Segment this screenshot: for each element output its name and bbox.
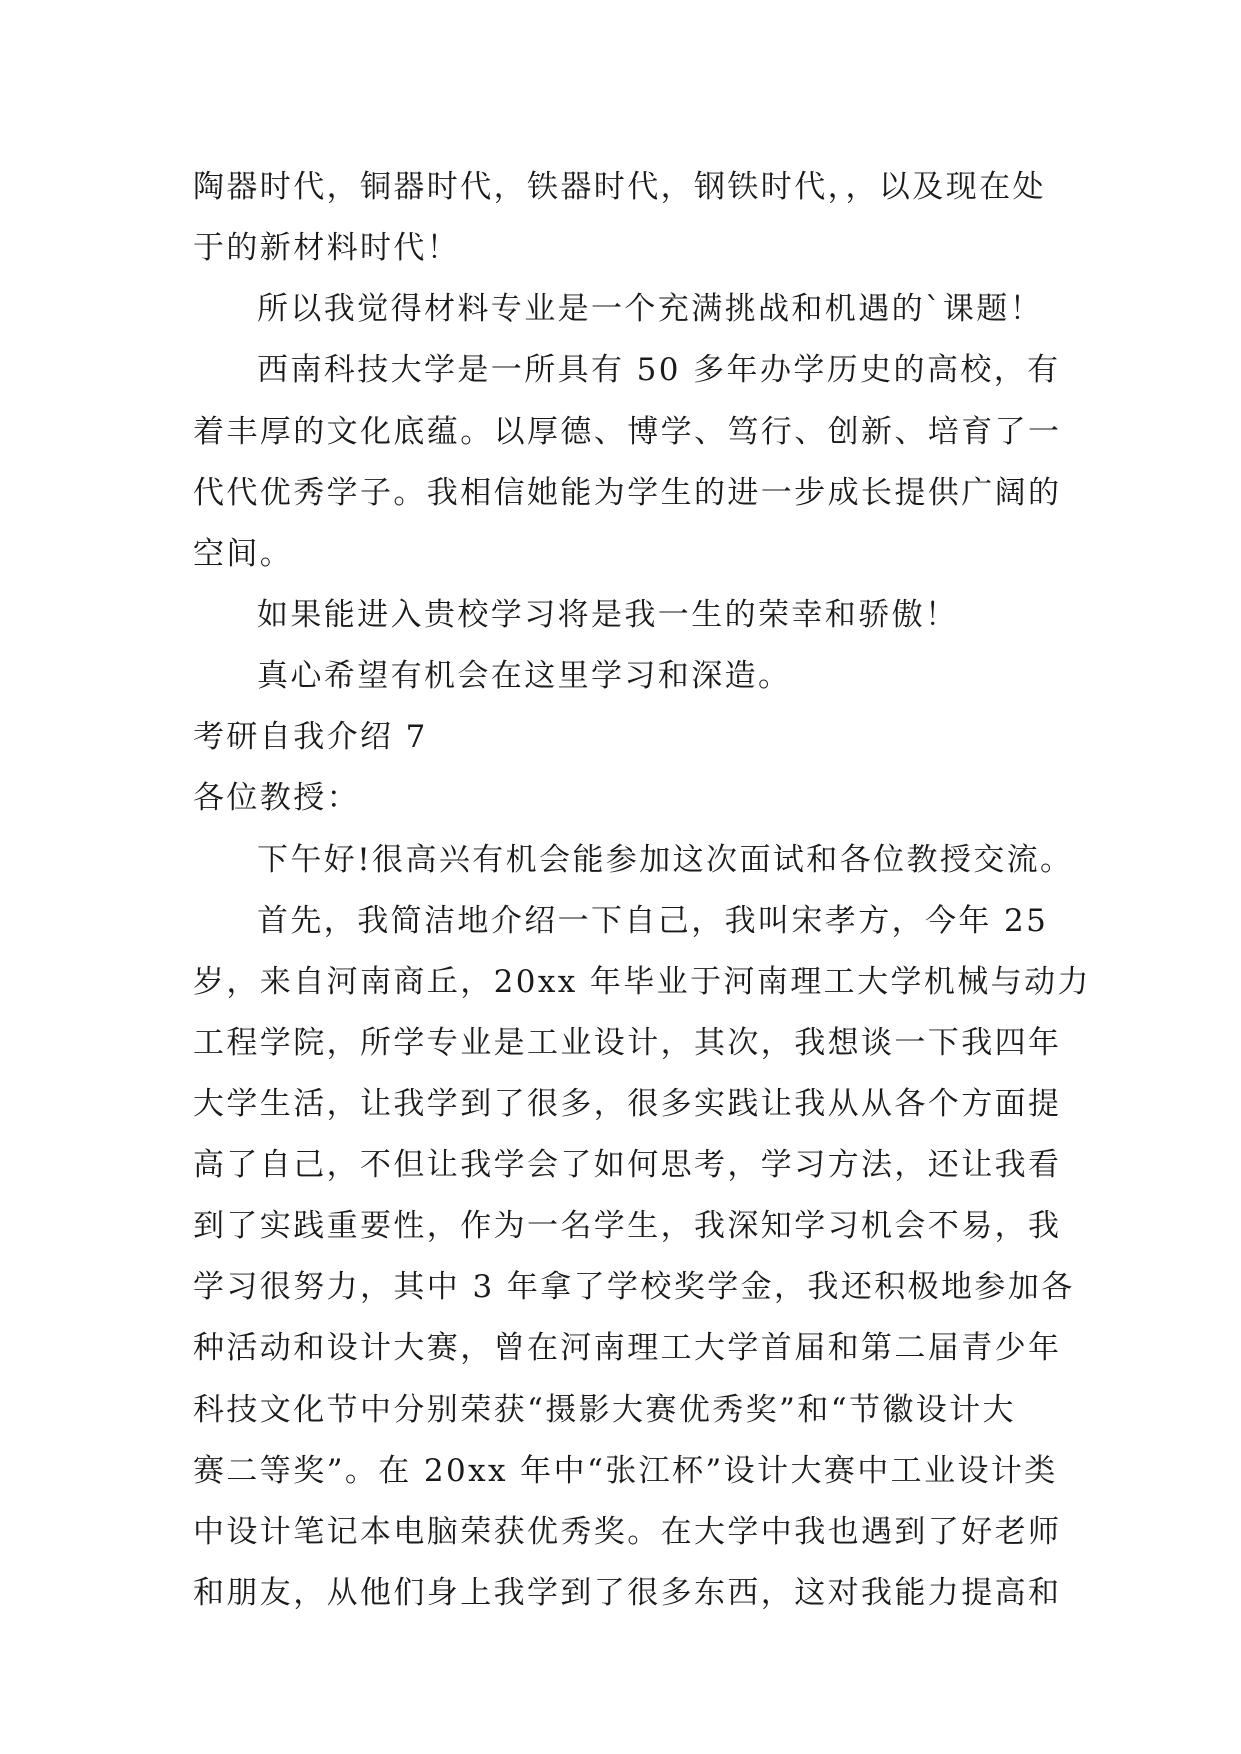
text-line: 种活动和设计大赛，曾在河南理工大学首届和第二届青少年 [193, 1330, 1062, 1366]
text-line: 和朋友，从他们身上我学到了很多东西，这对我能力提高和 [193, 1575, 1062, 1611]
text-line: 下午好!很高兴有机会能参加这次面试和各位教授交流。 [257, 842, 1074, 878]
salutation: 各位教授： [193, 780, 360, 816]
text-line: 所以我觉得材料专业是一个充满挑战和机遇的`课题！ [257, 291, 1044, 327]
text-line: 工程学院，所学专业是工业设计，其次，我想谈一下我四年 [193, 1025, 1062, 1061]
text-line: 赛二等奖”。在 20xx 年中“张江杯”设计大赛中工业设计类 [193, 1453, 1058, 1489]
text-line: 学习很努力，其中 3 年拿了学校奖学金，我还积极地参加各 [193, 1269, 1075, 1305]
section-heading: 考研自我介绍 7 [193, 719, 428, 755]
text-line: 空间。 [193, 536, 294, 572]
text-line: 如果能进入贵校学习将是我一生的荣幸和骄傲！ [257, 597, 959, 633]
text-line: 着丰厚的文化底蕴。以厚德、博学、笃行、创新、培育了一 [193, 414, 1062, 450]
text-line: 高了自己，不但让我学会了如何思考，学习方法，还让我看 [193, 1147, 1062, 1183]
text-line: 首先，我简洁地介绍一下自己，我叫宋孝方，今年 25 [257, 903, 1049, 939]
text-line: 岁，来自河南商丘，20xx 年毕业于河南理工大学机械与动力 [193, 964, 1091, 1000]
text-line: 到了实践重要性，作为一名学生，我深知学习机会不易，我 [193, 1208, 1062, 1244]
text-line: 真心希望有机会在这里学习和深造。 [257, 658, 792, 694]
text-line: 西南科技大学是一所具有 50 多年办学历史的高校，有 [257, 352, 1061, 388]
text-line: 代代优秀学子。我相信她能为学生的进一步成长提供广阔的 [193, 475, 1062, 511]
text-line: 陶器时代，铜器时代，铁器时代，钢铁时代，，以及现在处 [193, 169, 1046, 205]
text-line: 大学生活，让我学到了很多，很多实践让我从从各个方面提 [193, 1086, 1062, 1122]
text-line: 科技文化节中分别荣获“摄影大赛优秀奖”和“节徽设计大 [193, 1392, 1016, 1428]
text-line: 中设计笔记本电脑荣获优秀奖。在大学中我也遇到了好老师 [193, 1514, 1062, 1550]
text-line: 于的新材料时代！ [193, 230, 461, 266]
